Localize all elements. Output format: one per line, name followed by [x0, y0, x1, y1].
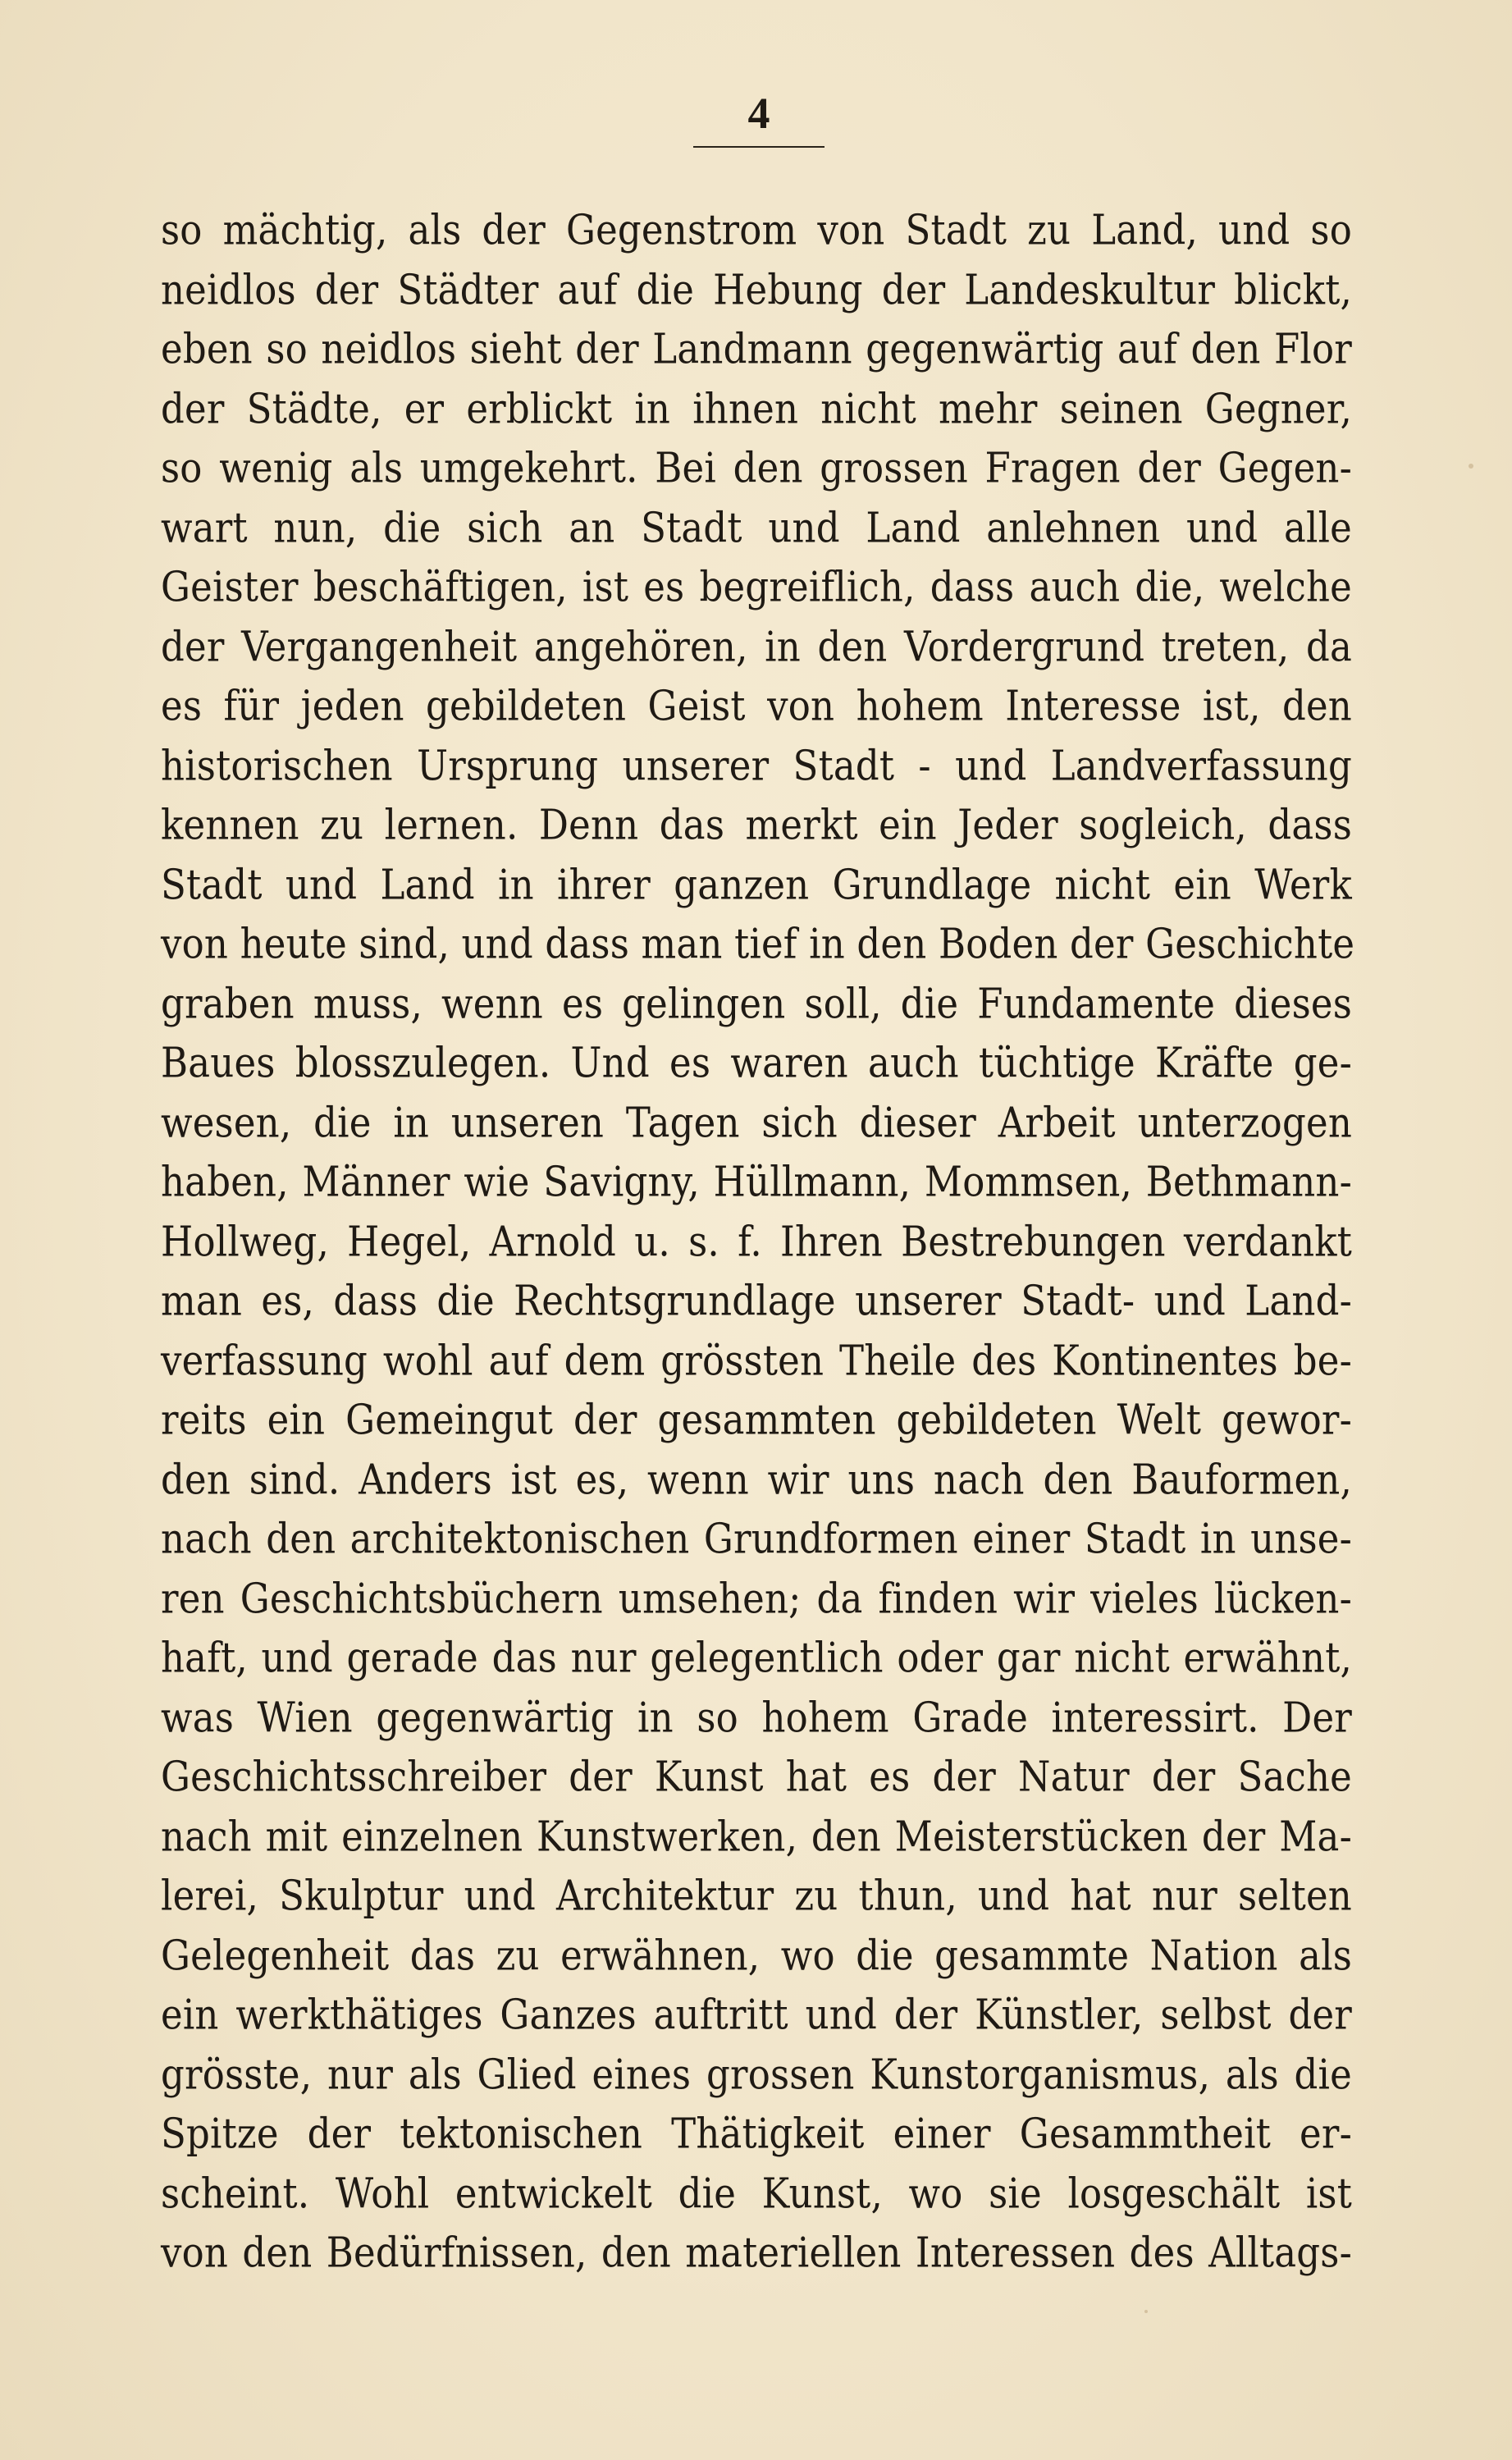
- text-line: Spitze der tektonischen Thätigkeit einer Gesammtheit er-: [161, 2109, 1352, 2158]
- text-line: der Vergangenheit angehören, in den Vordergrund treten, da: [161, 621, 1352, 671]
- text-line: von den Bedürfnissen, den materiellen Interessen des Alltags-: [161, 2228, 1352, 2277]
- text-line: Geister beschäftigen, ist es begreiflich, dass auch die, welche: [161, 562, 1352, 611]
- text-line: scheint. Wohl entwickelt die Kunst, wo sie losgeschält ist: [161, 2168, 1352, 2218]
- text-line: graben muss, wenn es gelingen soll, die Fundamente dieses: [161, 978, 1352, 1028]
- text-line: nach mit einzelnen Kunstwerken, den Meisterstücken der Ma-: [161, 1811, 1352, 1861]
- text-line: Geschichtsschreiber der Kunst hat es der Natur der Sache: [161, 1752, 1352, 1801]
- text-line: ren Geschichtsbüchern umsehen; da finden wir vieles lücken-: [161, 1573, 1352, 1623]
- text-line: historischen Ursprung unserer Stadt - und Landverfassung: [161, 740, 1352, 790]
- text-line: Stadt und Land in ihrer ganzen Grundlage nicht ein Werk: [161, 859, 1352, 909]
- text-line: neidlos der Städter auf die Hebung der Landeskultur blickt,: [161, 264, 1352, 314]
- text-line: so wenig als umgekehrt. Bei den grossen Fragen der Gegen-: [161, 443, 1352, 492]
- text-line: haben, Männer wie Savigny, Hüllmann, Mommsen, Bethmann-: [161, 1157, 1352, 1206]
- text-line: eben so neidlos sieht der Landmann gegenwärtig auf den Flor: [161, 324, 1352, 373]
- body-text: [161, 201, 1355, 2284]
- text-line: den sind. Anders ist es, wenn wir uns nach den Bauformen,: [161, 1454, 1352, 1504]
- text-line: Hollweg, Hegel, Arnold u. s. f. Ihren Bestrebungen verdankt: [161, 1216, 1352, 1266]
- text-line: von heute sind, und dass man tief in den Boden der Geschichte: [161, 919, 1355, 968]
- text-line: lerei, Skulptur und Architektur zu thun, und hat nur selten: [161, 1871, 1352, 1920]
- paper-speck: [1144, 2310, 1148, 2313]
- text-line: wart nun, die sich an Stadt und Land anlehnen und alle: [161, 502, 1352, 552]
- text-line: grösste, nur als Glied eines grossen Kunstorganismus, als die: [161, 2049, 1352, 2099]
- page-header: [693, 89, 825, 154]
- text-line: Gelegenheit das zu erwähnen, wo die gesammte Nation als: [161, 1930, 1352, 1980]
- text-line: so mächtig, als der Gegenstrom von Stadt zu Land, und so: [161, 205, 1352, 254]
- text-line: es für jeden gebildeten Geist von hohem Interesse ist, den: [161, 681, 1352, 730]
- text-line: verfassung wohl auf dem grössten Theile des Kontinentes be-: [161, 1335, 1352, 1385]
- text-line: ein werkthätiges Ganzes auftritt und der Künstler, selbst der: [161, 1990, 1352, 2039]
- text-line: reits ein Gemeingut der gesammten gebildeten Welt gewor-: [161, 1395, 1352, 1444]
- text-line: kennen zu lernen. Denn das merkt ein Jeder sogleich, dass: [161, 800, 1352, 849]
- text-line: der Städte, er erblickt in ihnen nicht mehr seinen Gegner,: [161, 383, 1352, 433]
- paper-speck: [1469, 464, 1473, 469]
- text-line: wesen, die in unseren Tagen sich dieser Arbeit unterzogen: [161, 1097, 1352, 1147]
- text-line: was Wien gegenwärtig in so hohem Grade interessirt. Der: [161, 1692, 1352, 1742]
- text-line: haft, und gerade das nur gelegentlich oder gar nicht erwähnt,: [161, 1633, 1352, 1682]
- text-line: Baues blosszulegen. Und es waren auch tüchtige Kräfte ge-: [161, 1038, 1352, 1087]
- page-number: 4: [747, 89, 770, 138]
- header-rule: [693, 146, 825, 148]
- text-line: man es, dass die Rechtsgrundlage unserer Stadt- und Land-: [161, 1276, 1352, 1325]
- text-line: nach den architektonischen Grundformen einer Stadt in unse-: [161, 1514, 1352, 1563]
